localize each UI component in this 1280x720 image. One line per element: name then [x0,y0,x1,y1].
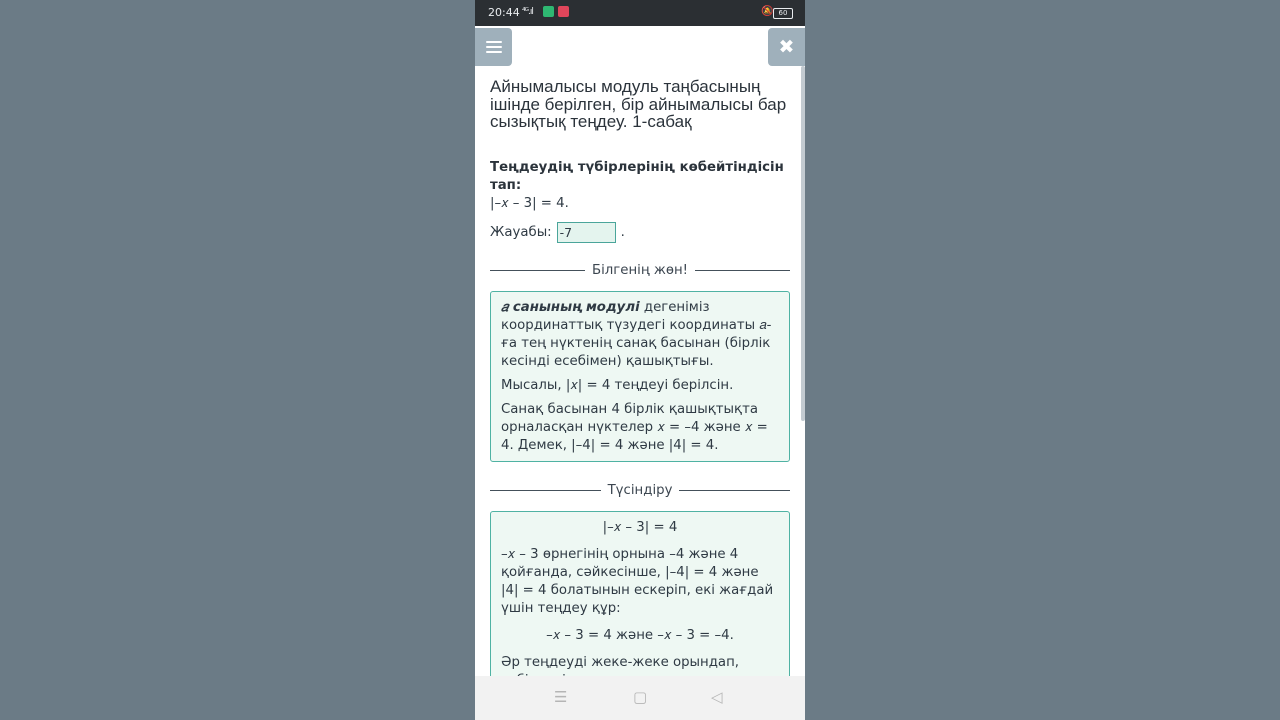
answer-suffix: . [620,224,625,240]
divider-line [490,490,601,491]
question-prompt: Теңдеудің түбірлерінің көбейтіндісін тап: [490,159,784,193]
close-button[interactable] [768,28,805,66]
scrollbar[interactable] [801,66,805,421]
status-bar [475,0,805,26]
chat-app-icon [543,6,554,17]
know-definition-term: 𝑎 санының модулі [501,299,640,315]
question-equation: |–𝑥 – 3| = 4. [490,195,569,211]
know-definition [501,299,779,371]
info-box-know [490,291,790,462]
home-icon[interactable]: ▢ [633,688,648,706]
phone-screen [475,0,805,720]
menu-button[interactable] [475,28,512,66]
divider-line [679,490,790,491]
explain-step-2: Әр теңдеуді жеке-жеке орындап, [501,654,739,670]
question [490,159,790,213]
back-icon[interactable]: ◁ [711,688,723,706]
know-definition-text: дегеніміз координаттық түзудегі координаты 𝑎-ға тең нүктенің санақ басынан (бірлік кесінді есебімен) қашықтығы. [501,299,772,369]
battery-icon: 60 [773,8,793,19]
signal-icon: ⁴ᴳ.ıl [522,7,533,17]
divider-line [490,270,585,271]
system-nav-bar [475,676,805,720]
section-divider-explain [490,483,790,498]
explain-step-1: –𝑥 – 3 өрнегінің орнына –4 және 4 қойғанда, сәйкесінше, |–4| = 4 және |4| = 4 болатынын ескеріп, екі жағдай үшін теңдеу құр: [501,546,774,616]
know-conclusion: Санақ басынан 4 бірлік қашықтықта орналасқан нүктелер 𝑥 = –4 және 𝑥 = 4. Демек, |–4| = 4 және |4| = 4. [501,401,768,453]
divider-line [695,270,790,271]
answer-row [490,222,790,243]
section-title-explain: Түсіндіру [607,482,673,498]
section-title-know: Білгенің жөн! [591,262,689,278]
video-app-icon [558,6,569,17]
hamburger-icon [486,41,502,54]
answer-input[interactable]: -7 [557,222,616,243]
recent-apps-icon[interactable]: ☰ [554,688,568,706]
explain-equation-1: |–𝑥 – 3| = 4 [602,519,678,535]
page-title: Айнымалысы модуль таңбасының ішінде берілген, бір айнымалысы бар сызықтық теңдеу. 1-сабақ [490,77,787,131]
status-time: 20:44 [488,6,520,19]
answer-label: Жауабы: [490,224,552,240]
explain-equation-2: –𝑥 – 3 = 4 және –𝑥 – 3 = –4. [546,627,734,643]
lesson-content [490,78,790,697]
close-icon: ✖ [778,36,795,58]
know-example: Мысалы, |𝑥| = 4 теңдеуі берілсін. [501,377,734,393]
info-box-explain [490,511,790,697]
section-divider-know [490,263,790,278]
mute-icon: 🔕 [761,6,774,17]
